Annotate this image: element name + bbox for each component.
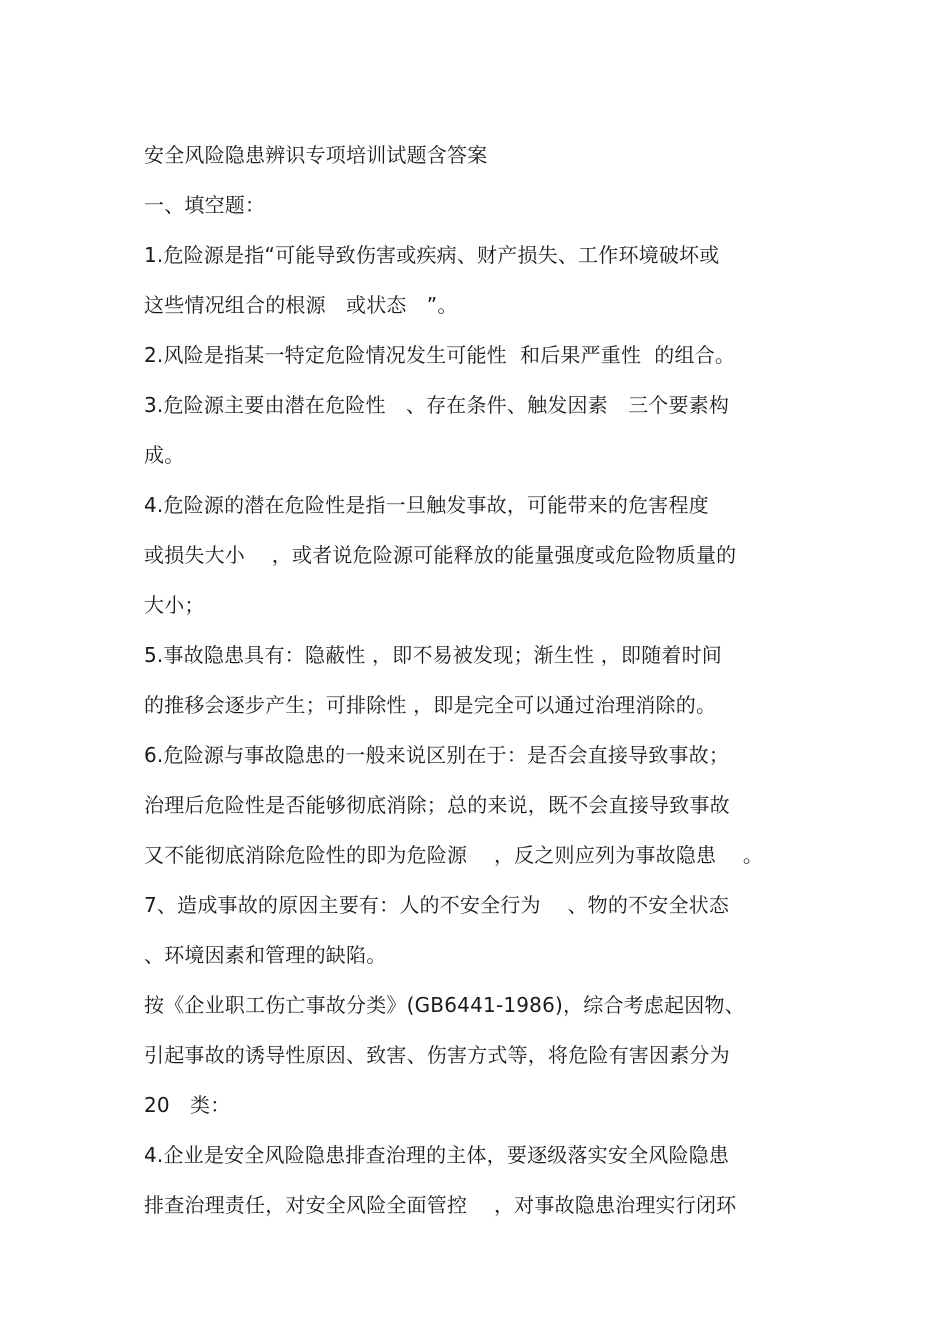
text-line: 治理后危险性是否能够彻底消除；总的来说，既不会直接导致事故: [144, 793, 730, 817]
text-line: 6.危险源与事故隐患的一般来说区别在于：是否会直接导致事故；: [144, 743, 730, 767]
text-line: 大小；: [144, 593, 205, 617]
document-title: 安全风险隐患辨识专项培训试题含答案: [144, 143, 488, 167]
text-line: 的推移会逐步产生；可排除性 ，即是完全可以通过治理消除的。: [144, 693, 717, 717]
text-line: 3.危险源主要由潜在危险性 、存在条件、触发因素 三个要素构: [144, 393, 730, 417]
text-line: 4.危险源的潜在危险性是指一旦触发事故，可能带来的危害程度: [144, 493, 709, 517]
text-line: 7、造成事故的原因主要有：人的不安全行为 、物的不安全状态: [144, 893, 730, 917]
document-body: [144, 130, 844, 1230]
text-line: 按《企业职工伤亡事故分类》(GB6441-1986)，综合考虑起因物、: [144, 993, 745, 1017]
text-line: 4.企业是安全风险隐患排查治理的主体，要逐级落实安全风险隐患: [144, 1143, 730, 1167]
section-heading-fill-in-blank: 一、填空题：: [144, 193, 266, 217]
text-line: 20 类：: [144, 1093, 231, 1117]
text-line: 排查治理责任，对安全风险全面管控 ，对事故隐患治理实行闭环: [144, 1193, 737, 1217]
text-line: 、环境因素和管理的缺陷。: [144, 943, 387, 967]
text-line: 成。: [144, 443, 185, 467]
text-line: 2.风险是指某一特定危险情况发生可能性 和后果严重性 的组合。: [144, 343, 736, 367]
text-line: 5.事故隐患具有：隐蔽性 ，即不易被发现；渐生性 ，即随着时间: [144, 643, 722, 667]
text-line: 这些情况组合的根源 或状态 ”。: [144, 293, 458, 317]
text-line: 或损失大小 ，或者说危险源可能释放的能量强度或危险物质量的: [144, 543, 737, 567]
text-line: 引起事故的诱导性原因、致害、伤害方式等，将危险有害因素分为: [144, 1043, 730, 1067]
text-line: 1.危险源是指“可能导致伤害或疾病、财产损失、工作环境破坏或: [144, 243, 720, 267]
text-line: 又不能彻底消除危险性的即为危险源 ，反之则应列为事故隐患 。: [144, 843, 764, 867]
